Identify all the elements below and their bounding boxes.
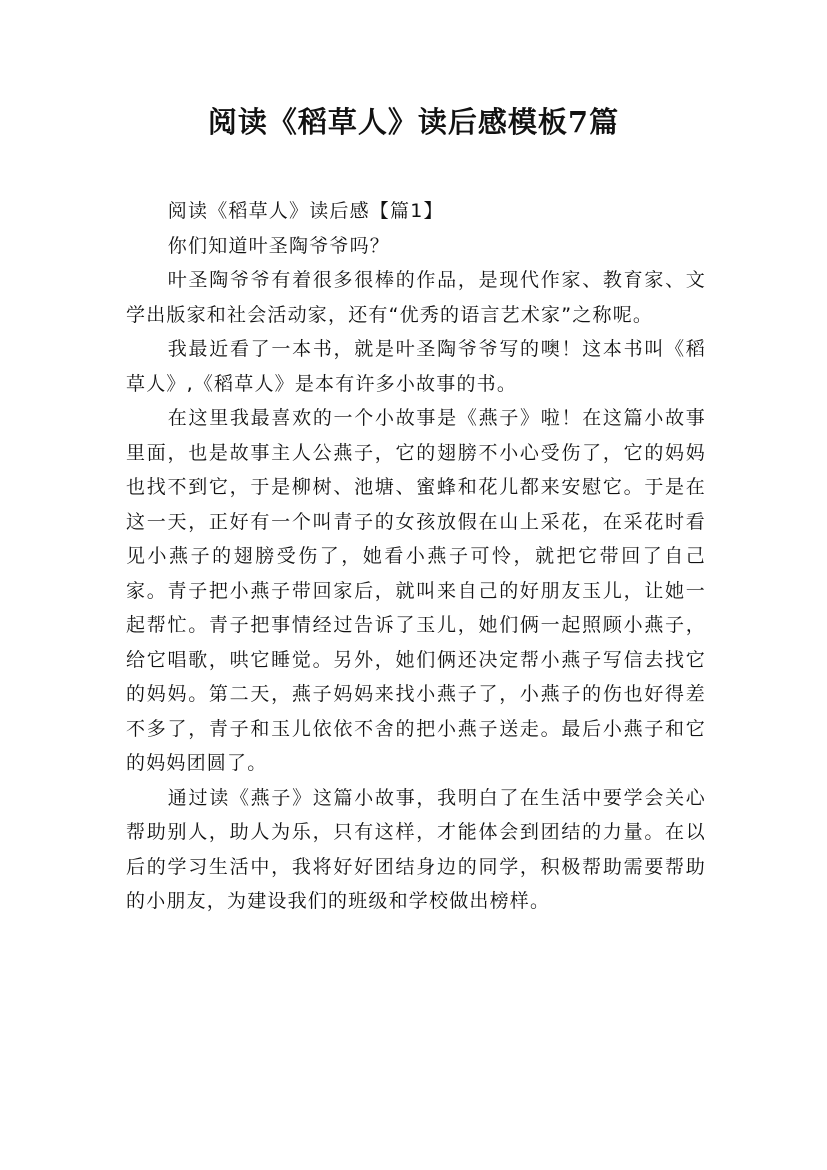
paragraph: 你们知道叶圣陶爷爷吗？ [167, 234, 390, 257]
paragraph: 通过读《燕子》这篇小故事，我明白了在生活中要学会关心帮助别人，助人为乐，只有这样，才能体会到团结的力量。在以后的学习生活中，我将好好团结身边的同学，积极帮助需要帮助的小朋友，为建设我们的班级和学校做出榜样。 [126, 786, 706, 912]
paragraph: 叶圣陶爷爷有着很多很棒的作品，是现代作家、教育家、文学出版家和社会活动家，还有“优秀的语言艺术家”之称呢。 [126, 269, 706, 326]
section-heading: 阅读《稻草人》读后感【篇1】 [167, 200, 444, 222]
document-body [126, 194, 706, 919]
paragraph: 我最近看了一本书，就是叶圣陶爷爷写的噢！这本书叫《稻草人》,《稻草人》是本有许多小故事的书。 [126, 338, 706, 395]
paragraph: 在这里我最喜欢的一个小故事是《燕子》啦！在这篇小故事里面，也是故事主人公燕子，它的翅膀不小心受伤了，它的妈妈也找不到它，于是柳树、池塘、蜜蜂和花儿都来安慰它。于是在这一天，正好有一个叫青子的女孩放假在山上采花，在采花时看见小燕子的翅膀受伤了，她看小燕子可怜，就把它带回了自己家。青子把小燕子带回家后，就叫来自己的好朋友玉儿，让她一起帮忙。青子把事情经过告诉了玉儿，她们俩一起照顾小燕子，给它唱歌，哄它睡觉。另外，她们俩还决定帮小燕子写信去找它的妈妈。第二天，燕子妈妈来找小燕子了，小燕子的伤也好得差不多了，青子和玉儿依依不舍的把小燕子送走。最后小燕子和它的妈妈团圆了。 [126, 407, 706, 774]
document-title: 阅读《稻草人》读后感模板7篇 [207, 105, 620, 139]
